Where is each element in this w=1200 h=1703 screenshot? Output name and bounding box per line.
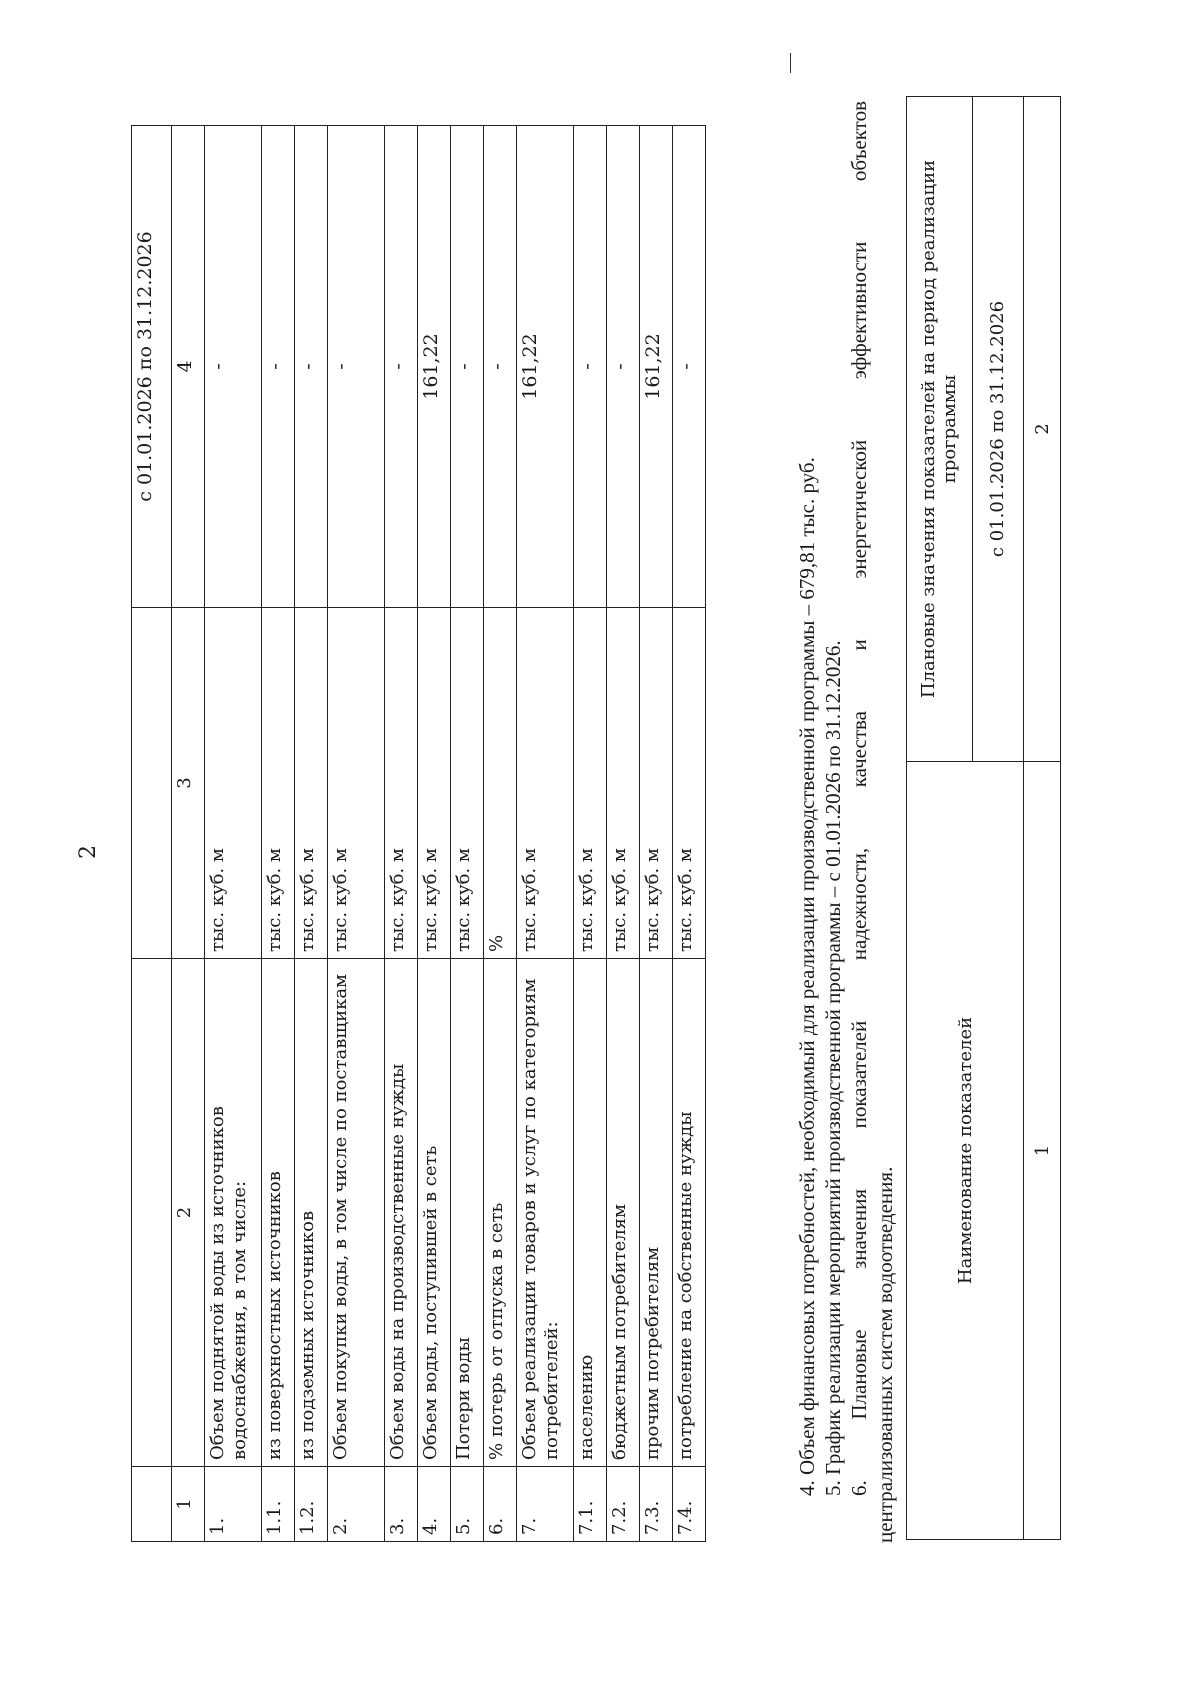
indicator-value: - bbox=[673, 126, 706, 608]
table-row bbox=[295, 126, 328, 1542]
table-row bbox=[328, 126, 385, 1542]
table-row bbox=[484, 126, 517, 1542]
indicator-value: - bbox=[205, 126, 262, 608]
indicator-name: прочим потребителям bbox=[640, 959, 673, 1467]
table-row bbox=[418, 126, 451, 1542]
table-row bbox=[673, 126, 706, 1542]
column-number: 1 bbox=[1024, 762, 1061, 1540]
row-number: 3. bbox=[385, 1467, 418, 1542]
unit: тыс. куб. м bbox=[418, 608, 451, 959]
plan-period: с 01.01.2026 по 31.12.2026 bbox=[972, 97, 1023, 762]
row-number: 7.1. bbox=[574, 1467, 607, 1542]
indicator-name: Объем поднятой воды из источников водоснабжения, в том числе: bbox=[205, 959, 262, 1467]
indicator-name: из подземных источников bbox=[295, 959, 328, 1467]
plan-column-numbers-row bbox=[1024, 97, 1061, 1540]
unit: тыс. куб. м bbox=[262, 608, 295, 959]
row-number: 7. bbox=[517, 1467, 574, 1542]
unit: тыс. куб. м bbox=[295, 608, 328, 959]
unit: тыс. куб. м bbox=[517, 608, 574, 959]
production-indicators-table bbox=[131, 125, 706, 1542]
indicator-value: 161,22 bbox=[640, 126, 673, 608]
unit: тыс. куб. м bbox=[385, 608, 418, 959]
column-number: 3 bbox=[172, 608, 205, 959]
indicator-value: - bbox=[262, 126, 295, 608]
indicator-name: бюджетным потребителям bbox=[607, 959, 640, 1467]
table-column-numbers-row bbox=[172, 126, 205, 1542]
row-number: 7.2. bbox=[607, 1467, 640, 1542]
row-number: 2. bbox=[328, 1467, 385, 1542]
row-number: 1.2. bbox=[295, 1467, 328, 1542]
indicator-value: - bbox=[607, 126, 640, 608]
column-number: 1 bbox=[172, 1467, 205, 1542]
table-row bbox=[607, 126, 640, 1542]
unit: тыс. куб. м bbox=[640, 608, 673, 959]
table-row bbox=[640, 126, 673, 1542]
indicator-value: - bbox=[385, 126, 418, 608]
unit: тыс. куб. м bbox=[205, 608, 262, 959]
scan-mark bbox=[790, 53, 791, 73]
page-number: 2 bbox=[76, 845, 101, 859]
column-number: 4 bbox=[172, 126, 205, 608]
table-row bbox=[517, 126, 574, 1542]
indicator-name: Объем воды на производственные нужды bbox=[385, 959, 418, 1467]
row-number: 7.3. bbox=[640, 1467, 673, 1542]
unit: тыс. куб. м bbox=[673, 608, 706, 959]
row-number: 5. bbox=[451, 1467, 484, 1542]
column-number: 2 bbox=[1024, 97, 1061, 762]
indicator-name: населению bbox=[574, 959, 607, 1467]
indicator-name: Объем покупки воды, в том числе по поставщикам bbox=[328, 959, 385, 1467]
paragraph-schedule: 5. График реализации мероприятий производственной программы – с 01.01.2026 по 31.12.2026. bbox=[821, 640, 845, 1496]
indicator-value: - bbox=[451, 126, 484, 608]
row-number: 4. bbox=[418, 1467, 451, 1542]
paragraph-planned-values: 6. Плановые значения показателей надежности, качества и энергетической эффективности объектов bbox=[847, 101, 871, 1496]
unit: % bbox=[484, 608, 517, 959]
table-period-row bbox=[132, 126, 172, 1542]
unit: тыс. куб. м bbox=[451, 608, 484, 959]
table-row bbox=[574, 126, 607, 1542]
planned-values-table bbox=[906, 96, 1061, 1540]
indicator-value: - bbox=[295, 126, 328, 608]
unit: тыс. куб. м bbox=[328, 608, 385, 959]
plan-header-row bbox=[907, 97, 973, 1540]
indicator-name-header: Наименование показателей bbox=[907, 762, 1024, 1540]
indicator-name: из поверхностных источников bbox=[262, 959, 295, 1467]
indicator-name: Объем воды, поступившей в сеть bbox=[418, 959, 451, 1467]
period-header: с 01.01.2026 по 31.12.2026 bbox=[132, 126, 172, 608]
row-number: 1. bbox=[205, 1467, 262, 1542]
indicator-value: - bbox=[574, 126, 607, 608]
table-row bbox=[262, 126, 295, 1542]
indicator-value: 161,22 bbox=[517, 126, 574, 608]
table-row bbox=[451, 126, 484, 1542]
table-row bbox=[385, 126, 418, 1542]
plan-values-header: Плановые значения показателей на период реализации программы bbox=[907, 97, 973, 762]
row-number: 1.1. bbox=[262, 1467, 295, 1542]
paragraph-planned-values-cont: централизованных систем водоотведения. bbox=[873, 1166, 897, 1543]
indicator-name: Объем реализации товаров и услуг по категориям потребителей: bbox=[517, 959, 574, 1467]
unit: тыс. куб. м bbox=[607, 608, 640, 959]
unit: тыс. куб. м bbox=[574, 608, 607, 959]
indicator-value: - bbox=[328, 126, 385, 608]
indicator-name: % потерь от отпуска в сеть bbox=[484, 959, 517, 1467]
table-row bbox=[205, 126, 262, 1542]
indicator-value: 161,22 bbox=[418, 126, 451, 608]
indicator-name: Потери воды bbox=[451, 959, 484, 1467]
column-number: 2 bbox=[172, 959, 205, 1467]
row-number: 6. bbox=[484, 1467, 517, 1542]
paragraph-financial-needs: 4. Объем финансовых потребностей, необходимый для реализации производственной программы – 679,81 тыс. руб. bbox=[795, 457, 819, 1496]
indicator-value: - bbox=[484, 126, 517, 608]
indicator-name: потребление на собственные нужды bbox=[673, 959, 706, 1467]
row-number: 7.4. bbox=[673, 1467, 706, 1542]
